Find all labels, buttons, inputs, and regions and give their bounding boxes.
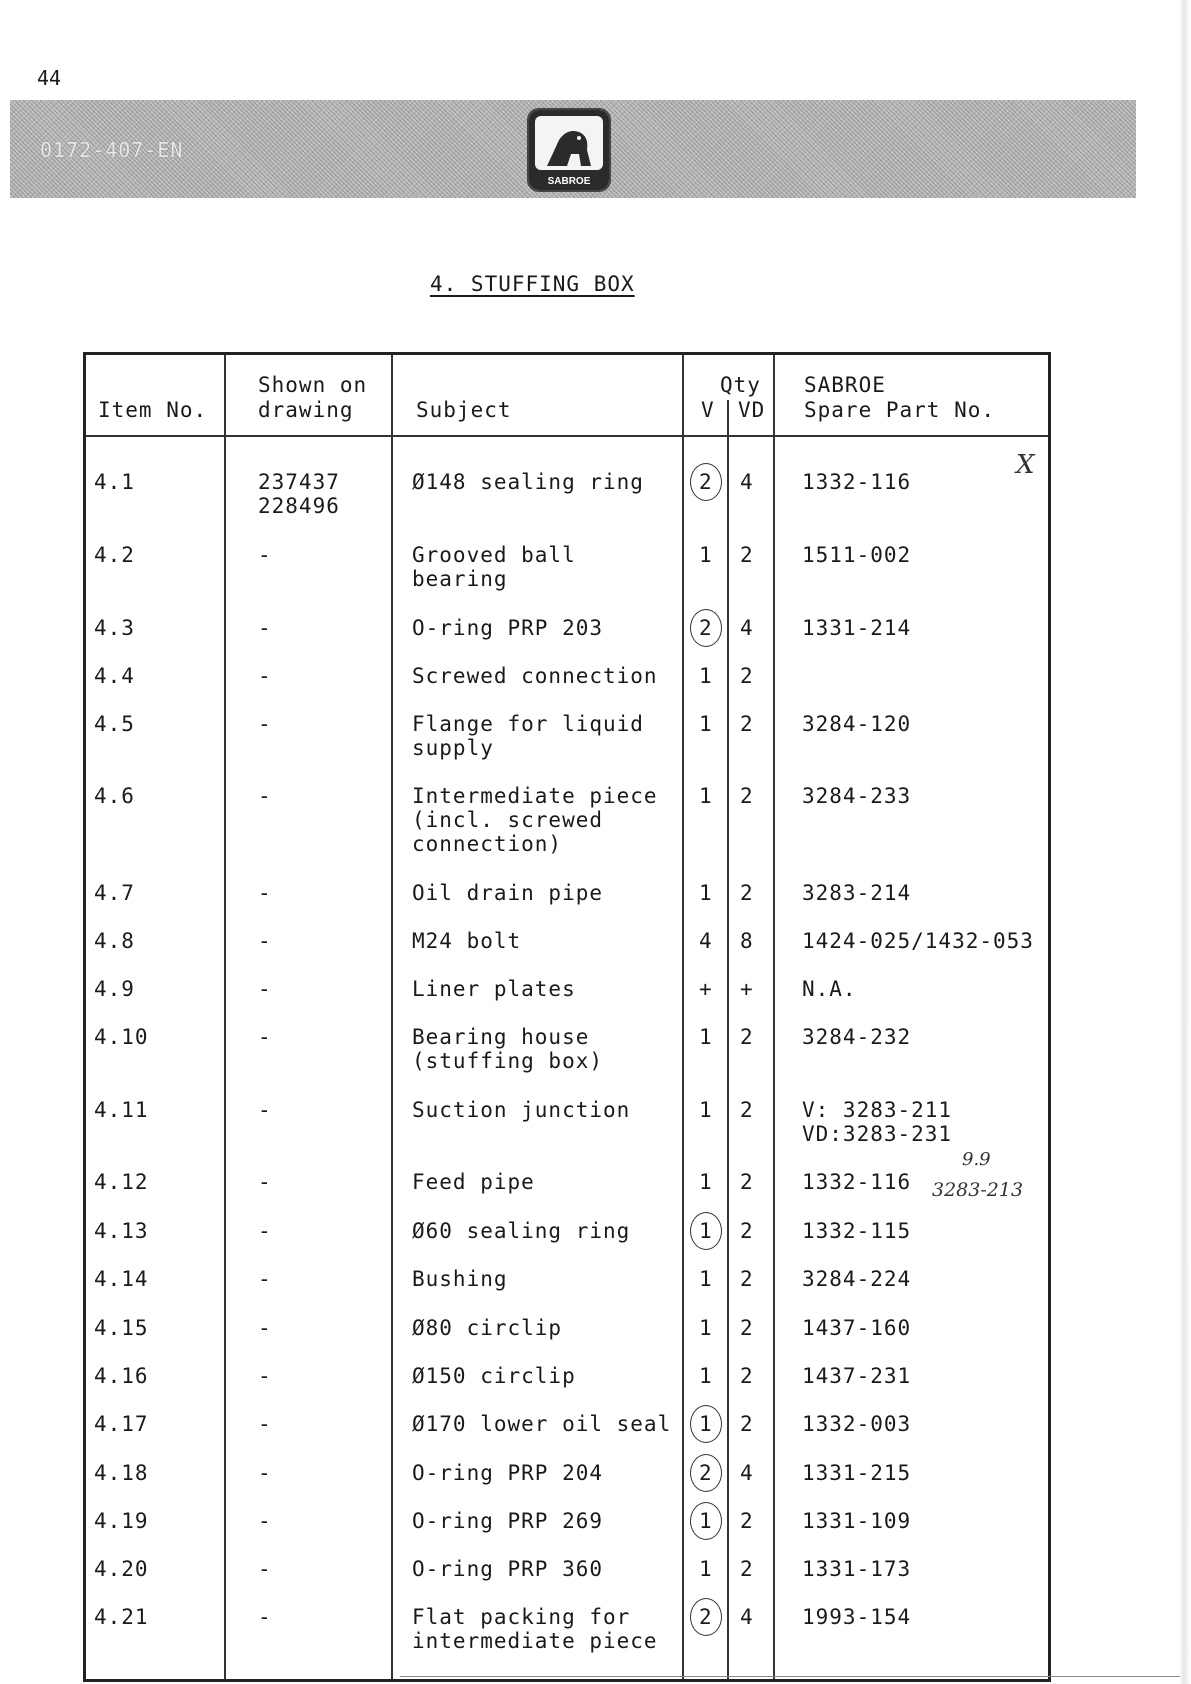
drawing-number: 237437 — [258, 470, 340, 494]
qty-v: 1 — [699, 712, 713, 736]
qty-v: + — [699, 977, 713, 1001]
qty-vd: 2 — [740, 664, 754, 688]
subject-text: Flange for liquid — [412, 712, 644, 736]
qty-v: 1 — [699, 1557, 713, 1581]
qty-vd: 2 — [740, 1025, 754, 1049]
drawing-number: - — [258, 1509, 272, 1533]
drawing-number: - — [258, 1098, 272, 1122]
subject-text: Oil drain pipe — [412, 881, 604, 905]
handwritten-circle-mark — [690, 1454, 722, 1492]
qty-v: 1 — [699, 543, 713, 567]
item-number: 4.18 — [94, 1461, 149, 1485]
column-divider — [682, 355, 684, 1679]
item-number: 4.10 — [94, 1025, 149, 1049]
drawing-number: - — [258, 616, 272, 640]
drawing-number: - — [258, 712, 272, 736]
qty-v: 2 — [699, 470, 713, 494]
spare-part-number: N.A. — [802, 977, 857, 1001]
drawing-number: - — [258, 1025, 272, 1049]
drawing-number: - — [258, 1170, 272, 1194]
item-number: 4.21 — [94, 1605, 149, 1629]
subject-text: (incl. screwed — [412, 808, 604, 832]
item-number: 4.9 — [94, 977, 135, 1001]
handwritten-circle-mark — [690, 609, 722, 647]
spare-part-number: 1437-231 — [802, 1364, 912, 1388]
drawing-number: - — [258, 543, 272, 567]
qty-vd: 2 — [740, 1509, 754, 1533]
handwritten-circle-mark — [690, 1502, 722, 1540]
header-sabroe: SABROE — [804, 373, 886, 397]
subject-text: Suction junction — [412, 1098, 631, 1122]
subject-text: Ø170 lower oil seal — [412, 1412, 672, 1436]
qty-v: 1 — [699, 1364, 713, 1388]
column-divider — [773, 355, 775, 1679]
qty-v: 1 — [699, 1316, 713, 1340]
drawing-number: - — [258, 929, 272, 953]
qty-vd: 4 — [740, 1461, 754, 1485]
subject-text: bearing — [412, 567, 508, 591]
qty-vd: 2 — [740, 1267, 754, 1291]
qty-v: 1 — [699, 1025, 713, 1049]
drawing-number: - — [258, 881, 272, 905]
subject-text: Flat packing for — [412, 1605, 631, 1629]
drawing-number: - — [258, 1364, 272, 1388]
logo-label: SABROE — [547, 176, 591, 187]
item-number: 4.11 — [94, 1098, 149, 1122]
qty-vd: 2 — [740, 1219, 754, 1243]
spare-part-number: 1331-214 — [802, 616, 912, 640]
column-divider — [224, 355, 226, 1679]
subject-text: intermediate piece — [412, 1629, 658, 1653]
subject-text: Bushing — [412, 1267, 508, 1291]
subject-text: Screwed connection — [412, 664, 658, 688]
spare-part-number: 1331-215 — [802, 1461, 912, 1485]
spare-part-number: V: 3283-211 — [802, 1098, 953, 1122]
qty-vd: 2 — [740, 712, 754, 736]
sabroe-logo — [527, 108, 611, 192]
subject-text: O-ring PRP 360 — [412, 1557, 604, 1581]
qty-v: 1 — [699, 1098, 713, 1122]
subject-text: Grooved ball — [412, 543, 576, 567]
spare-part-number: VD:3283-231 — [802, 1122, 953, 1146]
qty-vd: 8 — [740, 929, 754, 953]
spare-part-number: 3284-232 — [802, 1025, 912, 1049]
subject-text: supply — [412, 736, 494, 760]
header-subject: Subject — [416, 398, 512, 422]
qty-v: 1 — [699, 1412, 713, 1436]
subject-text: Feed pipe — [412, 1170, 535, 1194]
spare-part-number: 1424-025/1432-053 — [802, 929, 1034, 953]
drawing-number: - — [258, 977, 272, 1001]
spare-part-number: 1331-173 — [802, 1557, 912, 1581]
qty-vd: 2 — [740, 784, 754, 808]
qty-vd: 2 — [740, 1170, 754, 1194]
qty-v: 4 — [699, 929, 713, 953]
scan-edge — [1179, 0, 1191, 1684]
handwritten-circle-mark — [690, 463, 722, 501]
item-number: 4.15 — [94, 1316, 149, 1340]
subject-text: connection) — [412, 832, 563, 856]
header-spare-part: Spare Part No. — [804, 398, 996, 422]
qty-v: 1 — [699, 1219, 713, 1243]
header-drawing: drawing — [258, 398, 354, 422]
qty-v: 1 — [699, 664, 713, 688]
item-number: 4.13 — [94, 1219, 149, 1243]
item-number: 4.20 — [94, 1557, 149, 1581]
spare-part-number: 1993-154 — [802, 1605, 912, 1629]
subject-text: Intermediate piece — [412, 784, 658, 808]
spare-part-number: 1332-116 — [802, 470, 912, 494]
qty-v: 2 — [699, 1605, 713, 1629]
qty-vd: 2 — [740, 1412, 754, 1436]
qty-vd: 2 — [740, 881, 754, 905]
item-number: 4.6 — [94, 784, 135, 808]
page-number: 44 — [37, 66, 62, 90]
subject-text: (stuffing box) — [412, 1049, 604, 1073]
item-number: 4.17 — [94, 1412, 149, 1436]
header-item-no: Item No. — [98, 398, 208, 422]
qty-vd: + — [740, 977, 754, 1001]
handwritten-x-mark: X — [1016, 450, 1035, 480]
subject-text: O-ring PRP 269 — [412, 1509, 604, 1533]
qty-v: 1 — [699, 1267, 713, 1291]
spare-part-number: 1511-002 — [802, 543, 912, 567]
qty-divider — [727, 400, 729, 1679]
qty-v: 1 — [699, 784, 713, 808]
handwritten-circle-mark — [690, 1212, 722, 1250]
subject-text: Bearing house — [412, 1025, 590, 1049]
qty-v: 1 — [699, 881, 713, 905]
drawing-number: - — [258, 664, 272, 688]
drawing-number: - — [258, 1557, 272, 1581]
header-shown-on: Shown on — [258, 373, 368, 397]
qty-vd: 2 — [740, 1364, 754, 1388]
subject-text: Liner plates — [412, 977, 576, 1001]
spare-parts-table — [83, 352, 1051, 1682]
qty-v: 2 — [699, 1461, 713, 1485]
item-number: 4.5 — [94, 712, 135, 736]
header-qty-vd: VD — [738, 398, 766, 422]
spare-part-number: 1437-160 — [802, 1316, 912, 1340]
item-number: 4.7 — [94, 881, 135, 905]
drawing-number: - — [258, 1412, 272, 1436]
item-number: 4.8 — [94, 929, 135, 953]
spare-part-number: 3283-214 — [802, 881, 912, 905]
drawing-number: - — [258, 1316, 272, 1340]
item-number: 4.12 — [94, 1170, 149, 1194]
subject-text: O-ring PRP 204 — [412, 1461, 604, 1485]
qty-vd: 2 — [740, 1316, 754, 1340]
handwritten-note: 9.9 — [962, 1149, 991, 1170]
page-title: 4. STUFFING BOX — [430, 272, 635, 296]
item-number: 4.4 — [94, 664, 135, 688]
qty-v: 2 — [699, 616, 713, 640]
qty-vd: 2 — [740, 543, 754, 567]
item-number: 4.16 — [94, 1364, 149, 1388]
qty-vd: 4 — [740, 616, 754, 640]
subject-text: Ø80 circlip — [412, 1316, 563, 1340]
qty-vd: 2 — [740, 1557, 754, 1581]
spare-part-number: 1332-116 — [802, 1170, 912, 1194]
subject-text: Ø150 circlip — [412, 1364, 576, 1388]
subject-text: Ø60 sealing ring — [412, 1219, 631, 1243]
item-number: 4.2 — [94, 543, 135, 567]
header-qty: Qty — [720, 373, 761, 397]
bottom-rule — [400, 1676, 1180, 1677]
qty-v: 1 — [699, 1509, 713, 1533]
header-divider — [86, 435, 1048, 437]
spare-part-number: 3284-233 — [802, 784, 912, 808]
handwritten-circle-mark — [690, 1405, 722, 1443]
column-divider — [391, 355, 393, 1679]
spare-part-number: 1332-003 — [802, 1412, 912, 1436]
drawing-number: - — [258, 784, 272, 808]
document-code: 0172-407-EN — [40, 138, 184, 162]
spare-part-number: 3284-120 — [802, 712, 912, 736]
item-number: 4.3 — [94, 616, 135, 640]
qty-vd: 4 — [740, 470, 754, 494]
drawing-number: - — [258, 1605, 272, 1629]
item-number: 4.1 — [94, 470, 135, 494]
qty-vd: 2 — [740, 1098, 754, 1122]
spare-part-number: 3284-224 — [802, 1267, 912, 1291]
item-number: 4.19 — [94, 1509, 149, 1533]
drawing-number: - — [258, 1461, 272, 1485]
drawing-number: - — [258, 1267, 272, 1291]
handwritten-circle-mark — [690, 1598, 722, 1636]
item-number: 4.14 — [94, 1267, 149, 1291]
drawing-number: - — [258, 1219, 272, 1243]
spare-part-number: 1331-109 — [802, 1509, 912, 1533]
subject-text: O-ring PRP 203 — [412, 616, 604, 640]
header-qty-v: V — [701, 398, 715, 422]
spare-part-number: 1332-115 — [802, 1219, 912, 1243]
qty-v: 1 — [699, 1170, 713, 1194]
qty-vd: 4 — [740, 1605, 754, 1629]
subject-text: Ø148 sealing ring — [412, 470, 644, 494]
handwritten-note: 3283-213 — [932, 1179, 1024, 1201]
drawing-number: 228496 — [258, 494, 340, 518]
subject-text: M24 bolt — [412, 929, 522, 953]
